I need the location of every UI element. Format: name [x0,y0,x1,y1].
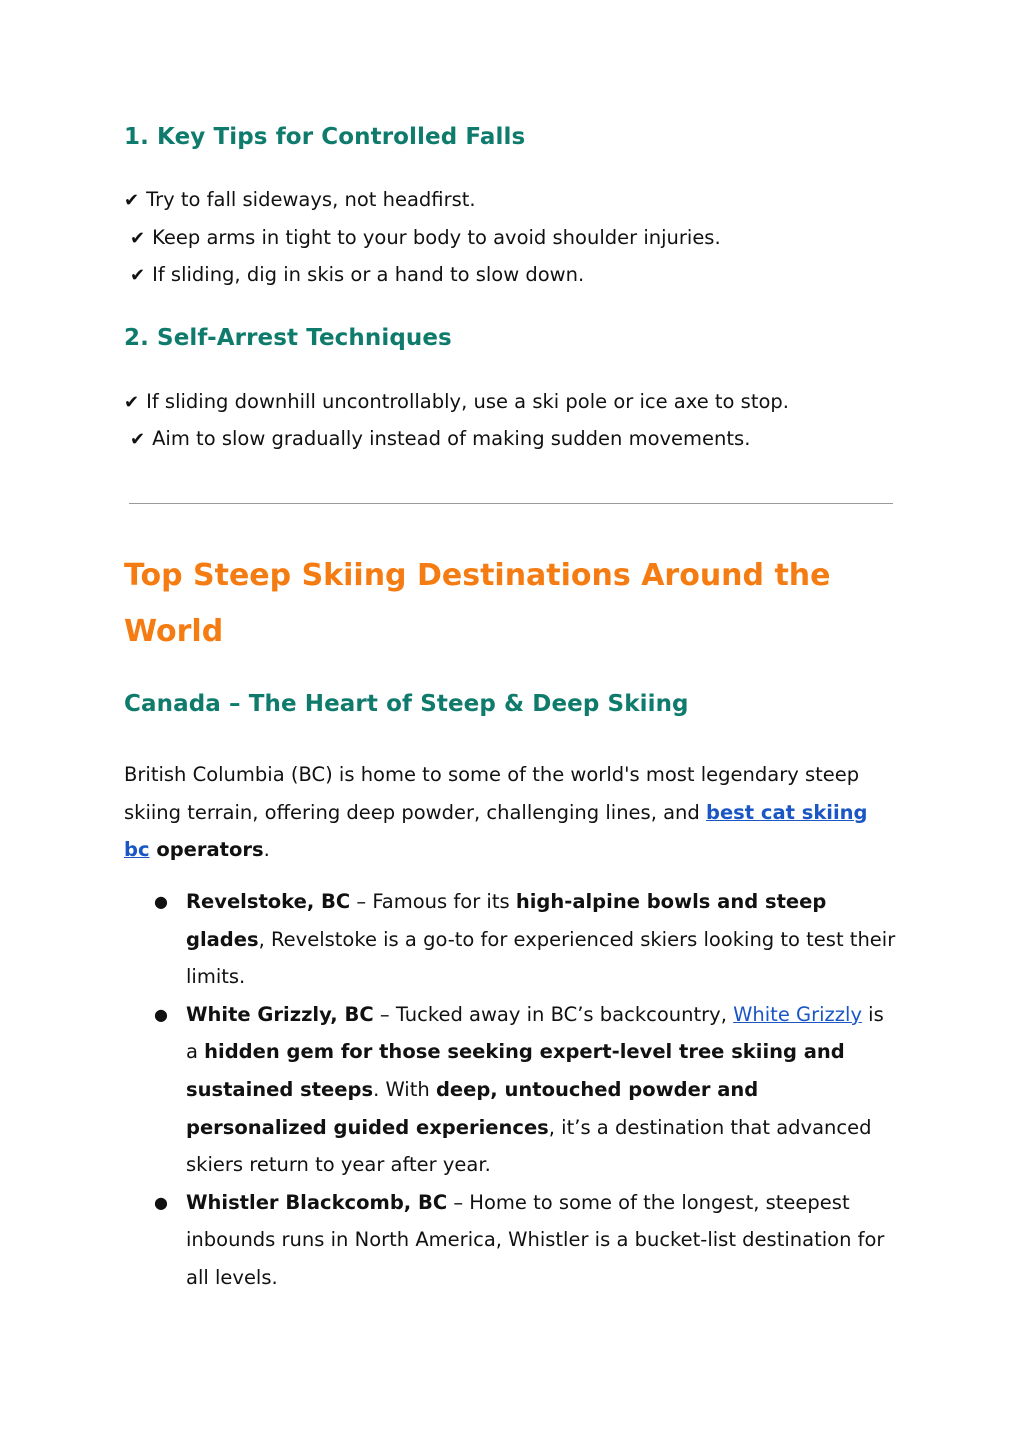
bullet-icon: ● [154,1192,168,1212]
tip-text: Aim to slow gradually instead of making sudden movements. [152,427,751,450]
checkmark-icon: ✔ [130,228,146,249]
checkmark-icon: ✔ [130,265,146,286]
destination-bold-text: deep, untouched powder and personalized guided experiences [186,1077,759,1139]
white-grizzly-link[interactable]: White Grizzly [733,1002,862,1026]
destination-text: – Home to some of the longest, steepest inbounds runs in North America, Whistler is a bucket-list destination for all levels. [186,1190,885,1289]
intro-text-end: . [263,838,270,861]
horizontal-divider [129,503,893,504]
destination-bold-text: hidden gem for those seeking expert-level tree skiing and sustained steeps [186,1040,845,1101]
section-heading-controlled-falls: 1. Key Tips for Controlled Falls [124,124,526,150]
destination-text: , it’s a destination that advanced skiers return to year after year. [186,1115,872,1177]
intro-text: British Columbia (BC) is home to some of the world's most legendary steep skiing terrain, offering deep powder, challenging lines, and [124,763,860,824]
destination-bold-text: high-alpine bowls and steep glades [186,890,827,951]
destination-name: Revelstoke, BC [186,890,351,913]
intro-paragraph [124,756,894,869]
tip-text: If sliding, dig in skis or a hand to slow down. [152,263,585,286]
tip-item [130,224,721,253]
bullet-icon: ● [154,1004,168,1024]
destination-name: White Grizzly, BC [186,1002,374,1026]
tip-text: Keep arms in tight to your body to avoid shoulder injuries. [152,226,721,249]
section-heading-canada: Canada – The Heart of Steep & Deep Skiing [124,691,689,717]
checkmark-icon: ✔ [124,392,140,413]
best-cat-skiing-link[interactable]: best cat skiing bc [124,800,868,861]
destination-text: . With [373,1077,436,1101]
intro-bold-text: operators [149,838,264,861]
destination-text: – Tucked away in BC’s backcountry, [373,1002,734,1026]
destination-text: is a [186,1002,884,1064]
bullet-icon: ● [154,892,168,911]
list-item-whistler [154,1184,900,1297]
checkmark-icon: ✔ [130,429,146,450]
section-heading-self-arrest: 2. Self-Arrest Techniques [124,325,452,351]
destination-text: , Revelstoke is a go-to for experienced skiers looking to test their limits. [186,927,896,989]
destination-name: Whistler Blackcomb, BC [186,1190,448,1214]
destination-list [154,883,900,1297]
tip-item [124,388,789,417]
list-item-white-grizzly [154,996,900,1184]
tip-item [130,261,584,290]
tip-item [130,425,750,454]
tip-item [124,186,476,215]
destination-text: – Famous for its [350,890,516,913]
tip-text: If sliding downhill uncontrollably, use a ski pole or ice axe to stop. [146,390,789,413]
tip-text: Try to fall sideways, not headfirst. [146,188,476,211]
main-heading: Top Steep Skiing Destinations Around the World [124,558,831,649]
checkmark-icon: ✔ [124,190,140,211]
list-item-revelstoke [154,883,900,996]
